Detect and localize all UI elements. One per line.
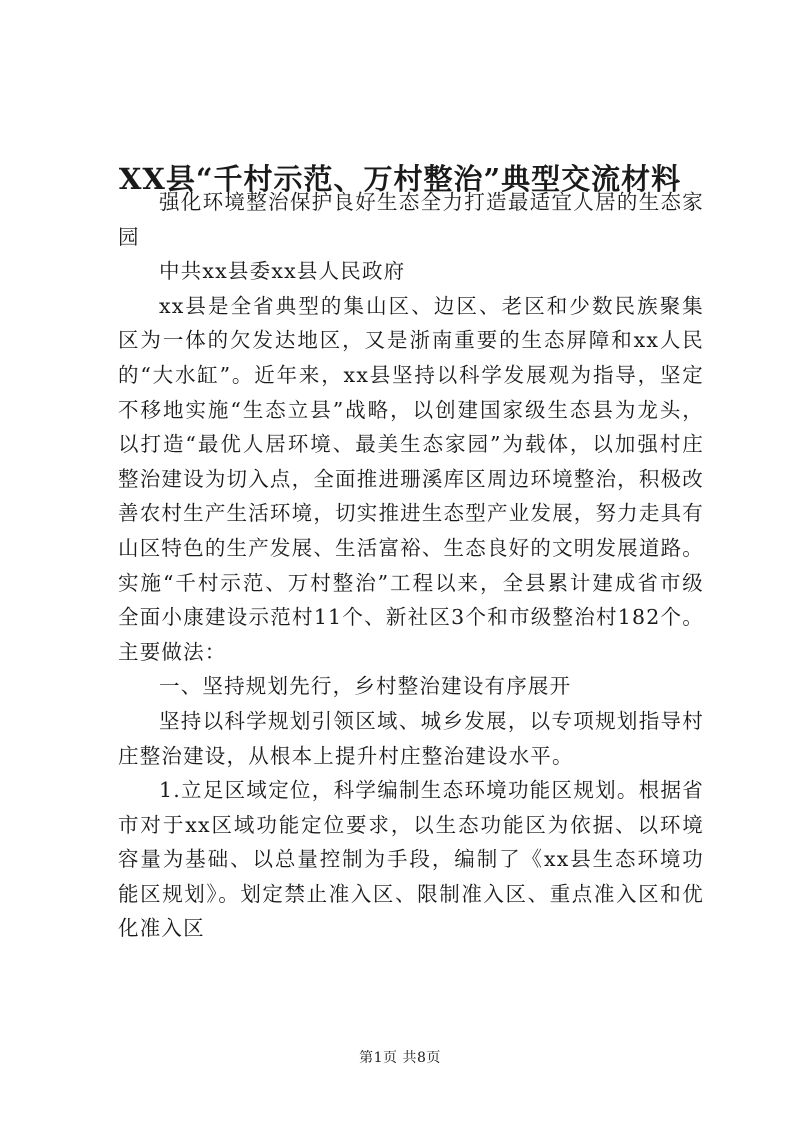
document-body (118, 185, 704, 946)
document-title: XX县“千村示范、万村整治”典型交流材料 (118, 162, 682, 197)
section-heading: 一、坚持规划先行，乡村整治建设有序展开 (159, 674, 572, 699)
section-intro-paragraph: 坚持以科学规划引领区域、城乡发展，以专项规划指导村庄整治建设，从根本上提升村庄整治建设水平。 (118, 708, 704, 768)
intro-paragraph: xx县是全省典型的集山区、边区、老区和少数民族聚集区为一体的欠发达地区，又是浙南重要的生态屏障和xx人民的“大水缸”。近年来，xx县坚持以科学发展观为指导，坚定不移地实施“生态立县”战略，以创建国家级生态县为龙头，以打造“最优人居环境、最美生态家园”为载体，以加强村庄整治建设为切入点，全面推进珊溪库区周边环境整治，积极改善农村生产生活环境，切实推进生态型产业发展，努力走具有山区特色的生产发展、生活富裕、生态良好的文明发展道路。实施“千村示范、万村整治”工程以来，全县累计建成省市级全面小康建设示范村11个、新社区3个和市级整治村182个。主要做法： (118, 293, 704, 664)
issuer-paragraph: 中共xx县委xx县人民政府 (159, 259, 406, 284)
item-paragraph: 1.立足区域定位，科学编制生态环境功能区规划。根据省市对于xx区域功能定位要求，以生态功能区为依据、以环境容量为基础、以总量控制为手段，编制了《xx县生态环境功能区规划》。划定禁止准入区、限制准入区、重点准入区和优化准入区 (118, 778, 704, 941)
page-footer: 第1页 共8页 (359, 1050, 441, 1066)
subtitle-paragraph: 强化环境整治保护良好生态全力打造最适宜人居的生态家园 (118, 190, 704, 249)
